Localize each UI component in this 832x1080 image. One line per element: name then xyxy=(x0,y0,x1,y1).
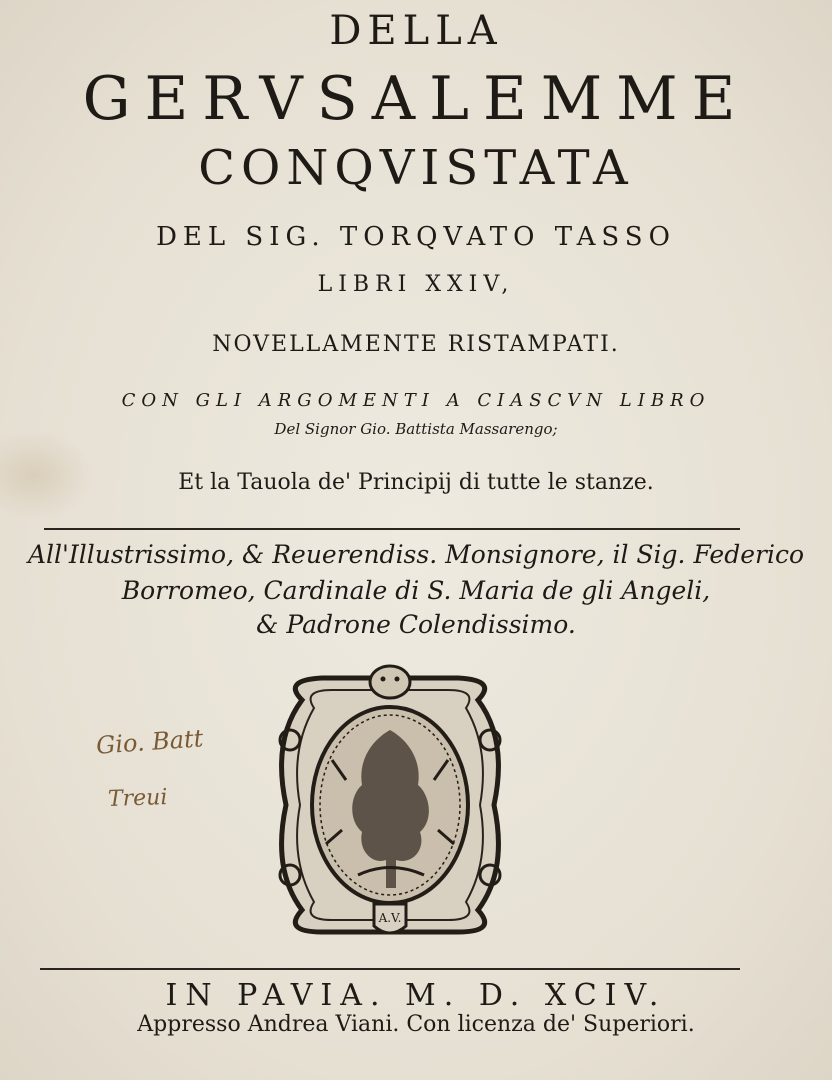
books-line: LIBRI XXIV, xyxy=(317,272,515,297)
printers-device-icon xyxy=(262,660,518,950)
imprint-printer: Appresso Andrea Viani. Con licenza de' Superiori. xyxy=(137,1012,695,1037)
reprint-line: NOVELLAMENTE RISTAMPATI. xyxy=(212,332,620,357)
handwritten-note-1: Gio. Batt xyxy=(95,724,205,760)
bottom-rule-divider xyxy=(40,968,740,970)
emblem-initials: A.V. xyxy=(378,911,402,925)
title-line-conquistata: CONQVISTATA xyxy=(198,140,634,196)
top-rule-divider xyxy=(44,528,740,530)
handwritten-note-2: Treui xyxy=(107,784,168,813)
dedication-line-2: Borromeo, Cardinale di S. Maria de gli Angeli, xyxy=(121,576,711,605)
author-line: DEL SIG. TORQVATO TASSO xyxy=(156,222,676,252)
table-line: Et la Tauola de' Principij di tutte le stanze. xyxy=(178,470,654,495)
arguments-line: CON GLI ARGOMENTI A CIASCVN LIBRO xyxy=(121,390,711,411)
dedication-line-3: & Padrone Colendissimo. xyxy=(256,610,576,639)
imprint-place-date: IN PAVIA. M. D. XCIV. xyxy=(165,978,667,1013)
title-line-della: DELLA xyxy=(329,8,503,54)
title-line-gerusalemme: GERVSALEMME xyxy=(82,64,750,134)
arguments-author-line: Del Signor Gio. Battista Massarengo; xyxy=(274,420,558,438)
dedication-line-1: All'Illustrissimo, & Reuerendiss. Monsignore, il Sig. Federico xyxy=(27,540,805,569)
